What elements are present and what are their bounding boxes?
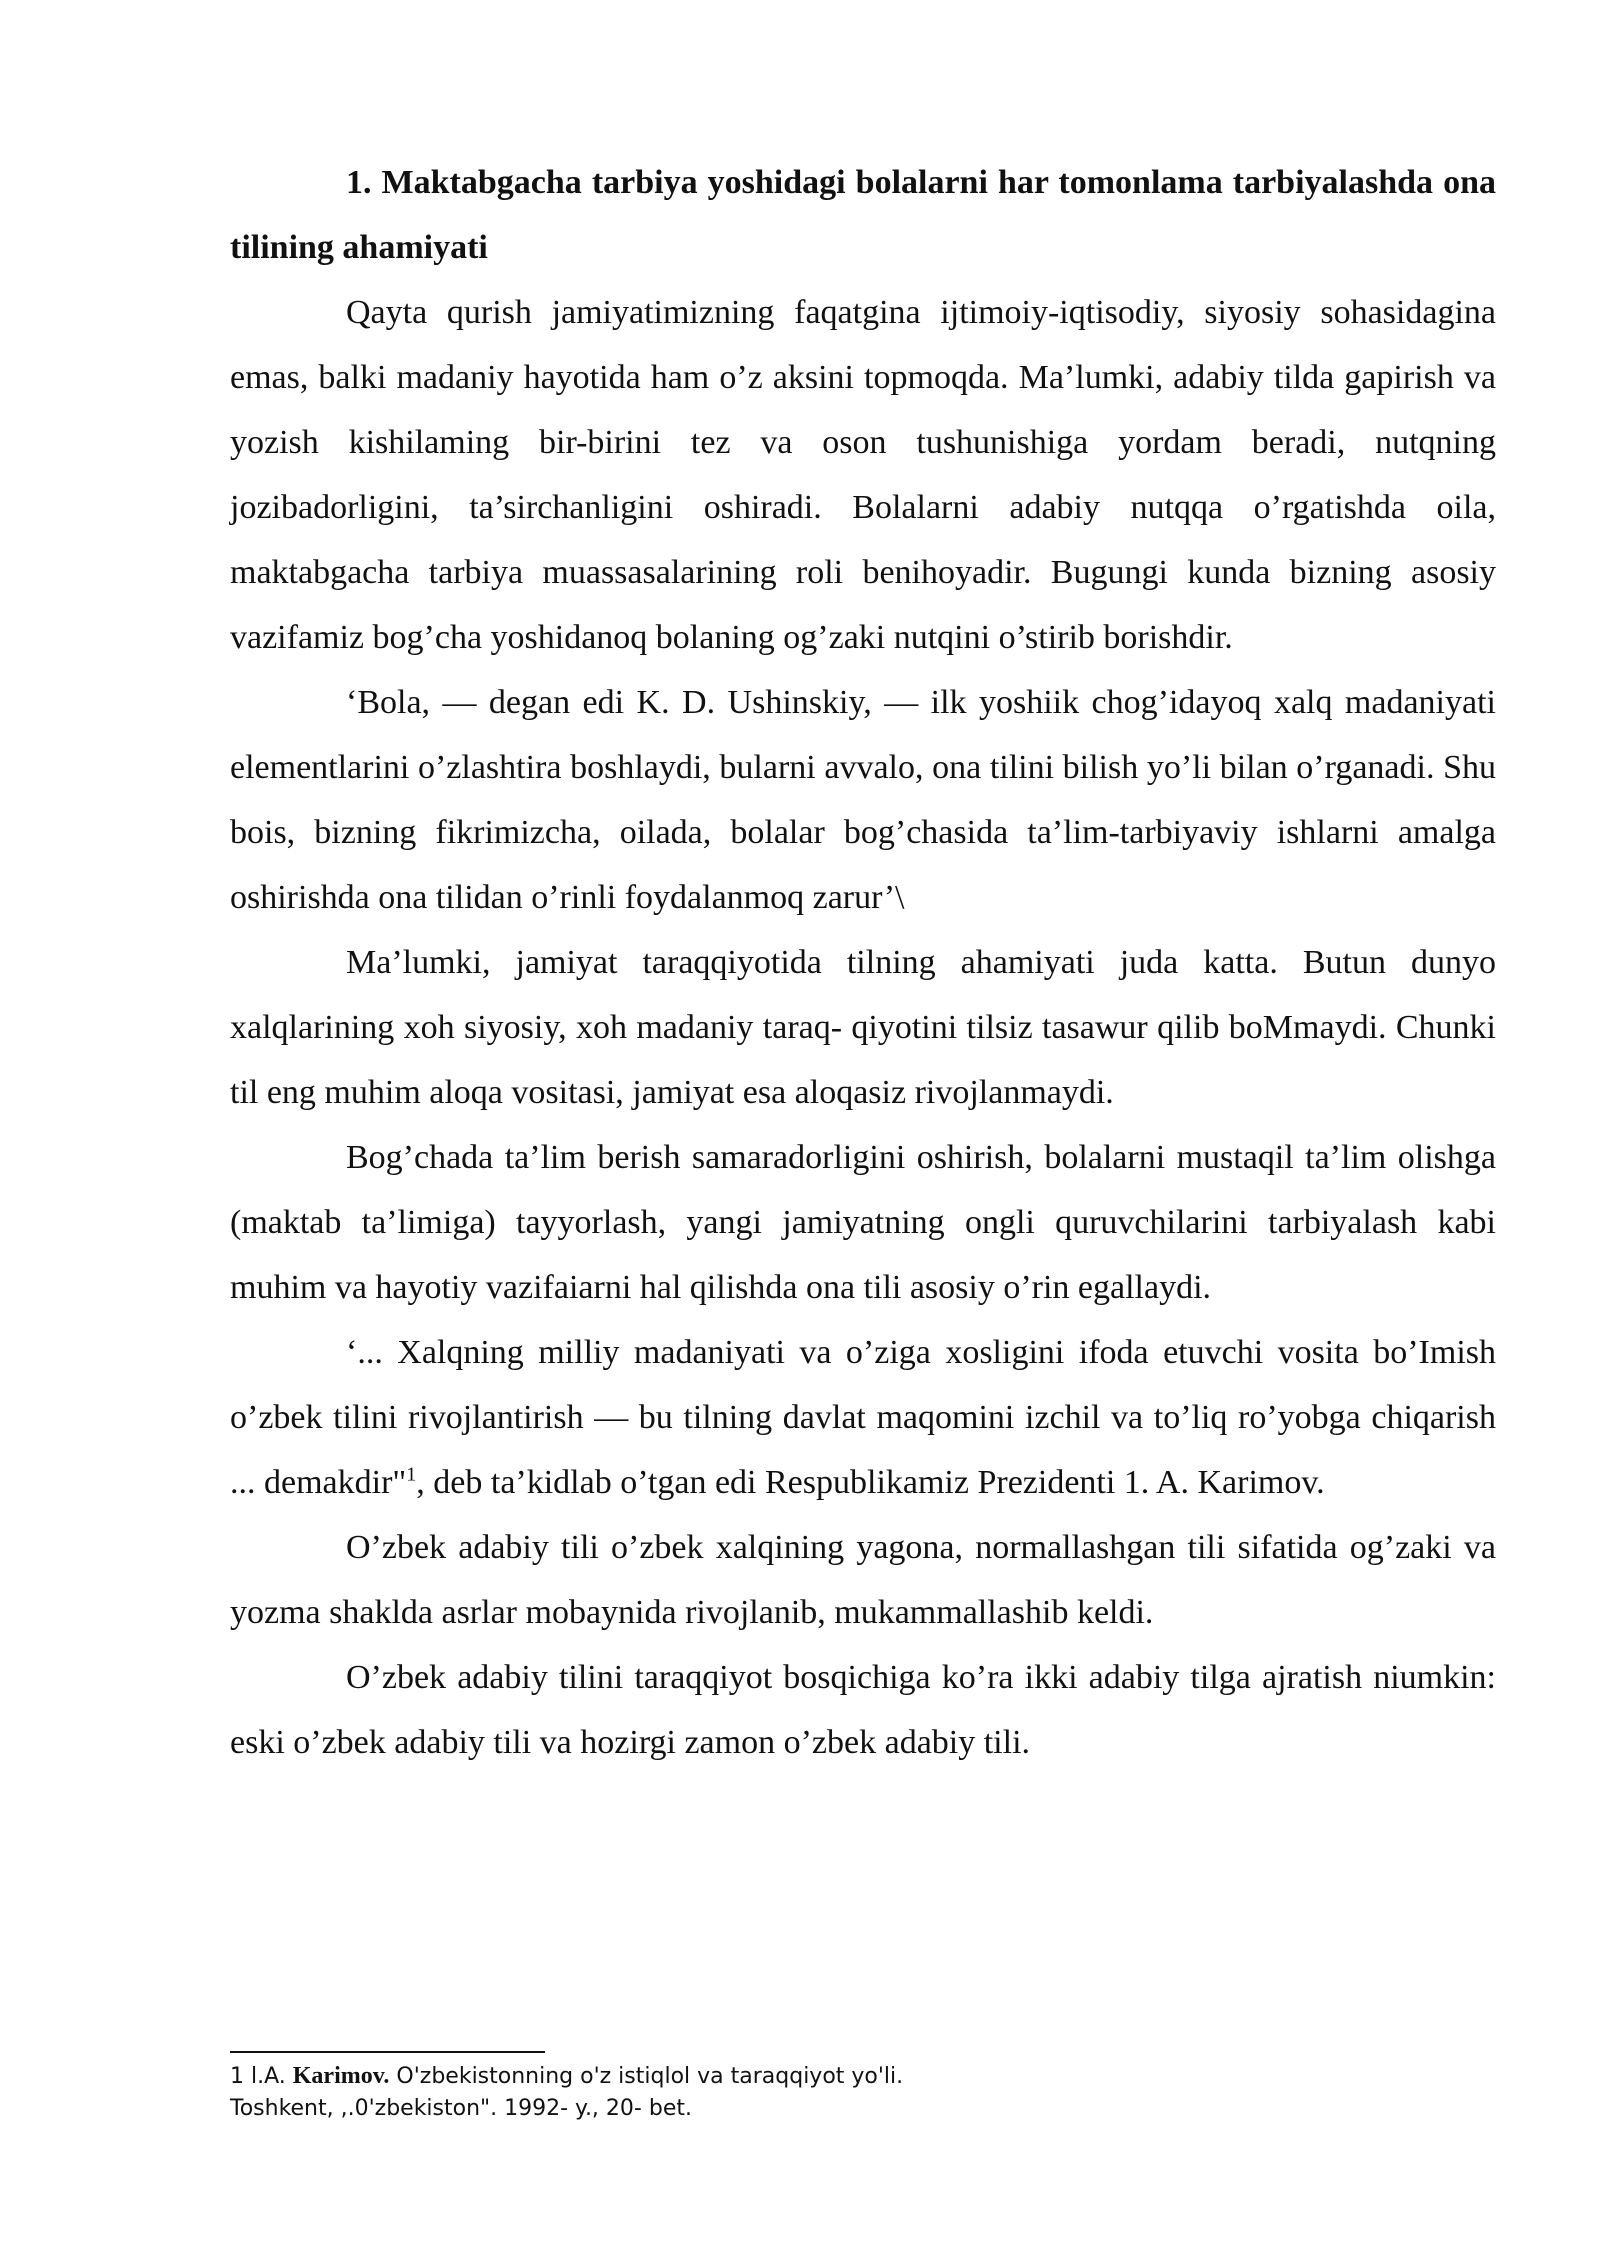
footnote-line-1 xyxy=(230,2060,1496,2093)
footnote-initials: l.A. xyxy=(251,2064,286,2089)
paragraph-1: Qayta qurish jamiyatimizning faqatgina ijtimoiy-iqtisodiy, siyosiy sohasidagina emas, balki madaniy hayotida ham o’z aksini topmoqda. Ma’lumki, adabiy tilda gapirish va yozish kishilaming bir-birini tez va oson tushunishiga yordam beradi, nutqning jozibadorligini, ta’sirchanligini oshiradi. Bolalarni adabiy nutqqa o’rgatishda oila, maktabgacha tarbiya muassasalarining roli benihoyadir. Bugungi kunda bizning asosiy vazifamiz bog’cha yoshidanoq bolaning og’zaki nutqini o’stirib borishdir. xyxy=(230,294,1496,656)
quote-text: ‘... Xalqning milliy madaniyati va o’ziga xosligini ifoda etuvchi vosita bo’Imish o’zbek tilini rivojlantirish — bu tilning davlat maqomini izchil va to’liq ro’yobga chiqarish ... demakdir" xyxy=(230,1334,1496,1501)
footnote xyxy=(230,2060,1496,2125)
footnote-imprint: Toshkent, ,.0'zbekiston". 1992- y., 20- bet. xyxy=(230,2096,692,2121)
footnote-reference[interactable]: 1 xyxy=(406,1463,417,1486)
quote-attribution: , deb ta’kidlab o’tgan edi Respublikamiz Prezidenti 1. A. Karimov. xyxy=(416,1464,1325,1501)
footnote-number: 1 xyxy=(230,2064,244,2089)
footnote-separator xyxy=(230,2051,545,2053)
paragraph-quote xyxy=(230,1320,1496,1515)
footnote-title: O'zbekistonning o'z istiqlol va taraqqiyot yo'li. xyxy=(396,2064,904,2089)
paragraph-3: Ma’lumki, jamiyat taraqqiyotida tilning ahamiyati juda katta. Butun dunyo xalqlarining xoh siyosiy, xoh madaniy taraq- qiyotini tilsiz tasawur qilib boMmaydi. Chunki til eng muhim aloqa vositasi, jamiyat esa aloqasiz rivojlanmaydi. xyxy=(230,944,1496,1111)
section-heading: 1. Maktabgacha tarbiya yoshidagi bolalarni har tomonlama tarbiyalashda ona tilining ahamiyati xyxy=(230,164,1496,266)
paragraph-2: ‘Bola, — degan edi K. D. Ushinskiy, — ilk yoshiik chog’idayoq xalq madaniyati elementlarini o’zlashtira boshlaydi, bularni avvalo, ona tilini bilish yo’li bilan o’rganadi. Shu bois, bizning fikrimizcha, oilada, bolalar bog’chasida ta’lim-tarbiyaviy ishlarni amalga oshirishda ona tilidan o’rinli foydalanmoq zarur’\ xyxy=(230,684,1496,916)
paragraph-4: Bog’chada ta’lim berish samaradorligini oshirish, bolalarni mustaqil ta’lim olishga (maktab ta’limiga) tayyorlash, yangi jamiyatning ongli quruvchilarini tarbiyalash kabi muhim va hayotiy vazifaiarni hal qilishda ona tili asosiy o’rin egallaydi. xyxy=(230,1139,1496,1306)
footnote-author: Karimov. xyxy=(292,2063,390,2089)
paragraph-7: O’zbek adabiy tilini taraqqiyot bosqichiga ko’ra ikki adabiy tilga ajratish niumkin: eski o’zbek adabiy tili va hozirgi zamon o’zbek adabiy tili. xyxy=(230,1659,1496,1761)
paragraph-6: O’zbek adabiy tili o’zbek xalqining yagona, normallashgan tili sifatida og’zaki va yozma shaklda asrlar mobaynida rivojlanib, mukammallashib keldi. xyxy=(230,1529,1496,1631)
document-page xyxy=(230,150,1496,1775)
